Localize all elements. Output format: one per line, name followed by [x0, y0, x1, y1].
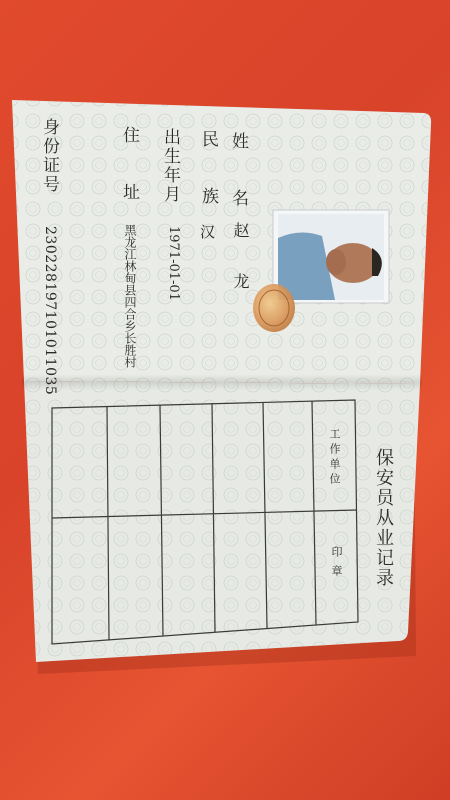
- label-address: 住 址: [119, 126, 139, 210]
- lower-page: [24, 381, 420, 662]
- label-ethnicity: 民 族: [198, 130, 218, 214]
- value-birth-date: 1971-01-01: [166, 226, 181, 301]
- portrait-photo: [273, 210, 389, 303]
- value-ethnicity: 汉: [198, 224, 216, 239]
- value-id-number: 230228197101011035: [42, 226, 58, 396]
- official-seal: [253, 284, 295, 332]
- value-address: 黑龙江林甸县四合乡长胜村: [123, 224, 137, 368]
- spine-fold: [22, 374, 422, 390]
- header-employer: 工作单位: [328, 428, 341, 488]
- record-title: 保安员从业记录: [373, 448, 394, 588]
- label-name: 姓 名: [228, 132, 248, 216]
- header-stamp: 印章: [330, 546, 343, 584]
- value-name: 赵 龙: [231, 222, 250, 297]
- label-id-number: 身份证号: [39, 118, 59, 194]
- label-birth-date: 出生年月: [160, 128, 180, 204]
